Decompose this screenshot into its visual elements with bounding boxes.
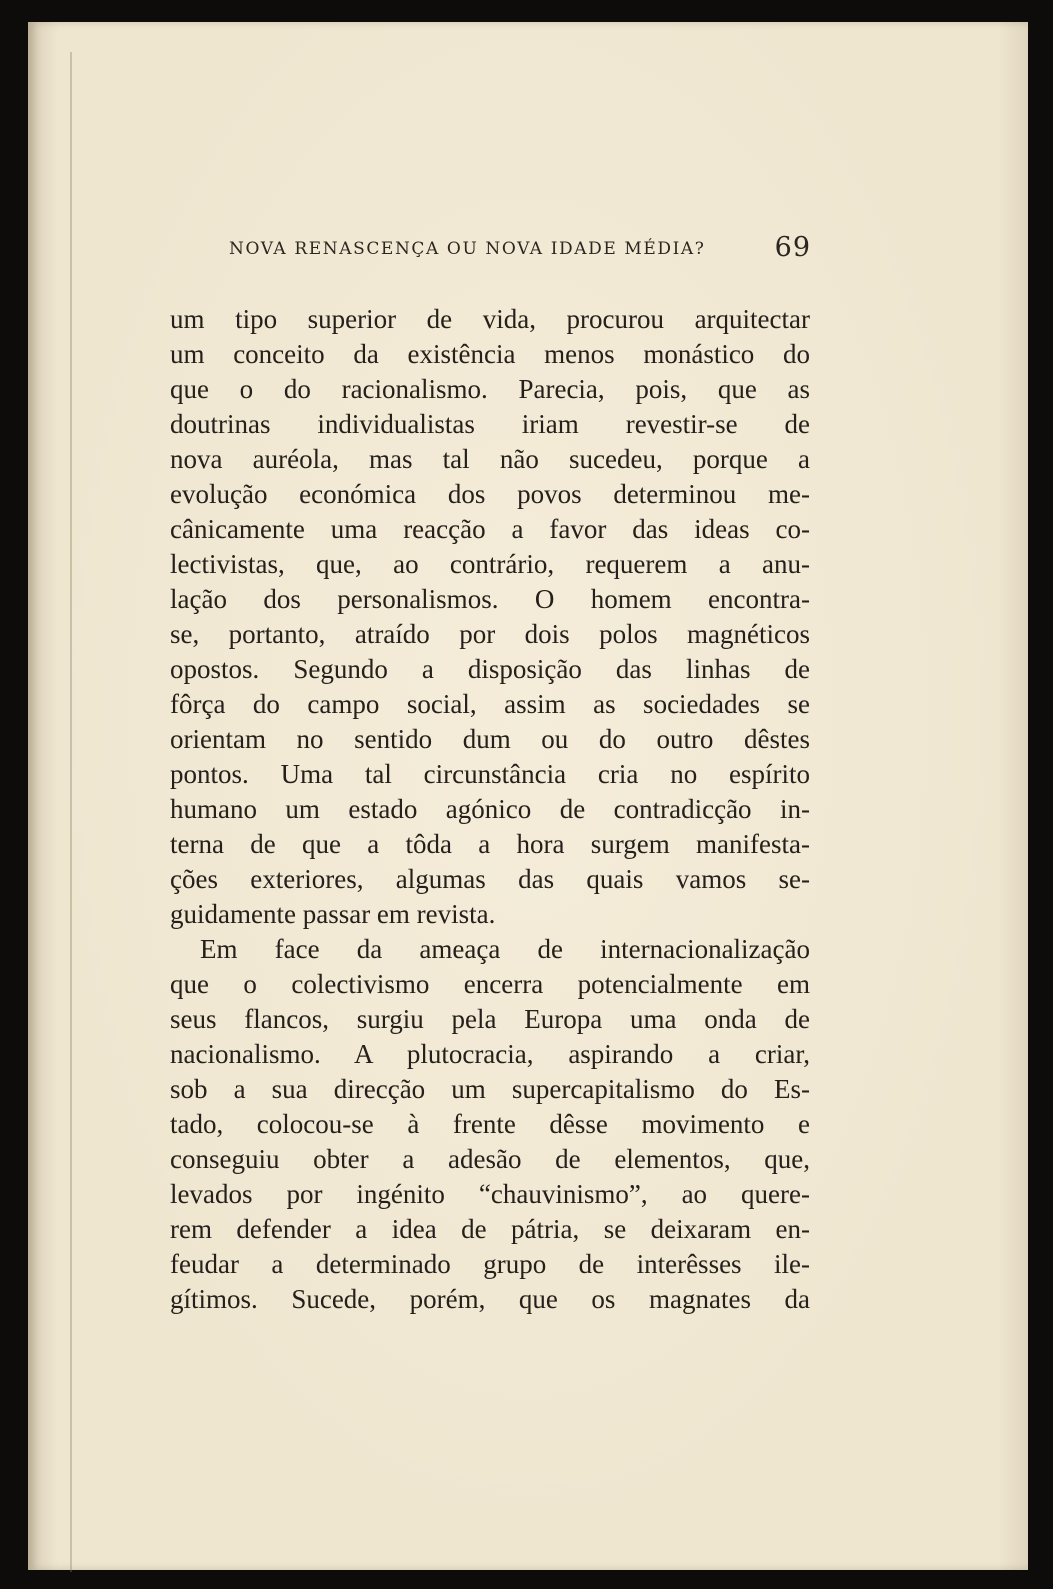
- text-line: nova auréola, mas tal não sucedeu, porque a: [170, 444, 810, 474]
- text-line: fôrça do campo social, assim as sociedades se: [170, 689, 810, 719]
- text-line: guidamente passar em revista.: [170, 899, 496, 929]
- text-line: orientam no sentido dum ou do outro dêstes: [170, 724, 810, 754]
- text-line: cânicamente uma reacção a favor das ideas co-: [170, 514, 810, 544]
- text-line: tado, colocou-se à frente dêsse movimento e: [170, 1109, 810, 1139]
- text-line: ções exteriores, algumas das quais vamos se-: [170, 864, 810, 894]
- text-line: se, portanto, atraído por dois polos magnéticos: [170, 619, 810, 649]
- text-line: terna de que a tôda a hora surgem manifesta-: [170, 829, 810, 859]
- text-line: opostos. Segundo a disposição das linhas de: [170, 654, 810, 684]
- text-line: Em face da ameaça de internacionalização: [200, 934, 810, 964]
- text-line: gítimos. Sucede, porém, que os magnates da: [170, 1284, 810, 1314]
- paragraph-2: [170, 932, 810, 1317]
- text-line: lectivistas, que, ao contrário, requerem a anu-: [170, 549, 810, 579]
- text-line: conseguiu obter a adesão de elementos, que,: [170, 1144, 810, 1174]
- text-line: levados por ingénito “chauvinismo”, ao quere-: [170, 1179, 810, 1209]
- text-line: seus flancos, surgiu pela Europa uma onda de: [170, 1004, 810, 1034]
- page-edge-shadow: [70, 52, 72, 1572]
- text-line: evolução económica dos povos determinou me-: [170, 479, 810, 509]
- text-line: um conceito da existência menos monástico do: [170, 339, 810, 369]
- running-head: [229, 232, 811, 264]
- text-line: lação dos personalismos. O homem encontra-: [170, 584, 810, 614]
- running-title: NOVA RENASCENÇA OU NOVA IDADE MÉDIA?: [229, 239, 706, 259]
- text-line: humano um estado agónico de contradicção in-: [170, 794, 810, 824]
- text-line: nacionalismo. A plutocracia, aspirando a criar,: [170, 1039, 810, 1069]
- text-line: feudar a determinado grupo de interêsses ile-: [170, 1249, 810, 1279]
- text-line: doutrinas individualistas iriam revestir-se de: [170, 409, 810, 439]
- paragraph-1: [170, 302, 810, 932]
- body-text: [170, 302, 810, 1317]
- text-line: sob a sua direcção um supercapitalismo do Es-: [170, 1074, 810, 1104]
- page-number: 69: [774, 232, 811, 263]
- text-line: rem defender a idea de pátria, se deixaram en-: [170, 1214, 810, 1244]
- text-line: que o colectivismo encerra potencialmente em: [170, 969, 810, 999]
- text-line: pontos. Uma tal circunstância cria no espírito: [170, 759, 810, 789]
- text-line: um tipo superior de vida, procurou arquitectar: [170, 304, 810, 334]
- text-line: que o do racionalismo. Parecia, pois, que as: [170, 374, 810, 404]
